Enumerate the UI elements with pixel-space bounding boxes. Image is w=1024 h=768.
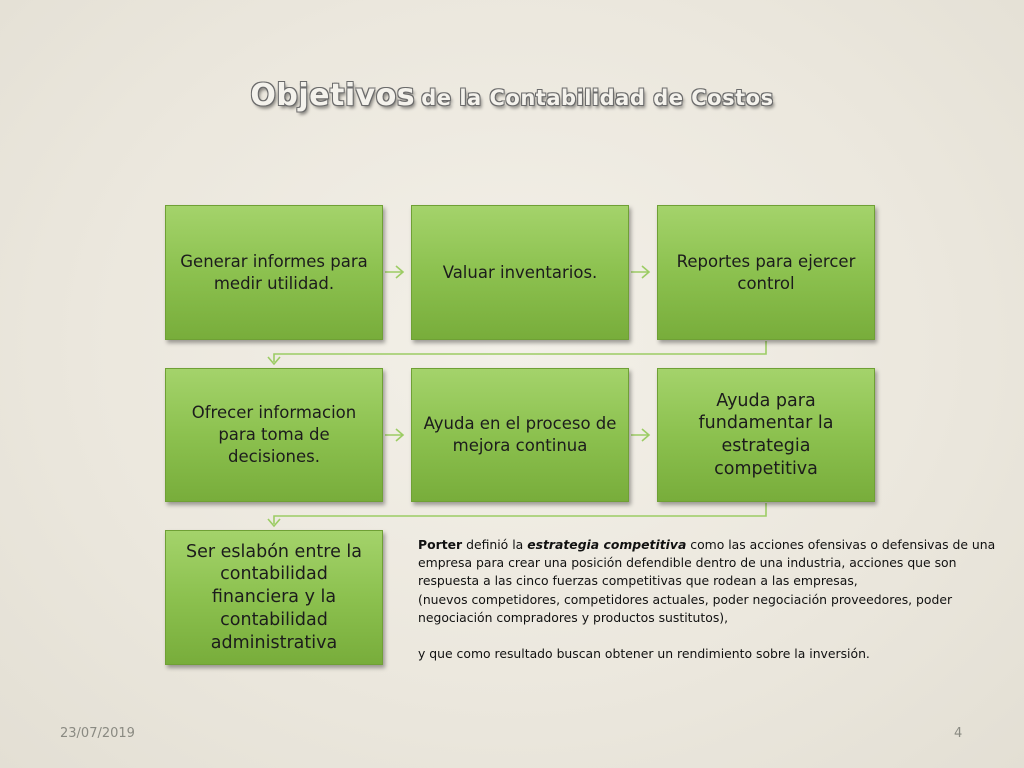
box-estrategia-competitiva: Ayuda para fundamentar la estrategia competitiva <box>657 368 875 502</box>
note-author: Porter <box>418 537 463 552</box>
title-main: Objetivos <box>250 78 416 113</box>
box-valuar-inventarios: Valuar inventarios. <box>411 205 629 340</box>
elbow-3-4 <box>274 341 766 362</box>
box-mejora-continua: Ayuda en el proceso de mejora continua <box>411 368 629 502</box>
note-term: estrategia competitiva <box>527 537 687 552</box>
note-conclusion: y que como resultado buscan obtener un rendimiento sobre la inversión. <box>418 646 870 662</box>
footer-page-number: 4 <box>954 726 963 741</box>
porter-note <box>418 536 998 663</box>
box-ofrecer-informacion: Ofrecer informacion para toma de decisiones. <box>165 368 383 502</box>
box-eslabon-contabilidad: Ser eslabón entre la contabilidad financiera y la contabilidad administrativa <box>165 530 383 665</box>
footer-date: 23/07/2019 <box>60 726 135 741</box>
title-rest: de la Contabilidad de Costos <box>421 86 774 110</box>
note-forces: (nuevos competidores, competidores actuales, poder negociación proveedores, poder negociación compradores y productos sustitutos), <box>418 591 953 625</box>
note-text-2: como las acciones ofensivas o defensivas de una empresa para crear una posición defendible dentro de una industria, acciones que son respuesta a las cinco fuerzas competitivas que rodean a las empresas, <box>418 537 996 589</box>
box-generar-informes: Generar informes para medir utilidad. <box>165 205 383 340</box>
note-text-1: definió la <box>462 537 528 552</box>
note-paragraph <box>418 536 998 591</box>
elbow-6-7 <box>274 503 766 524</box>
box-reportes-control: Reportes para ejercer control <box>657 205 875 340</box>
